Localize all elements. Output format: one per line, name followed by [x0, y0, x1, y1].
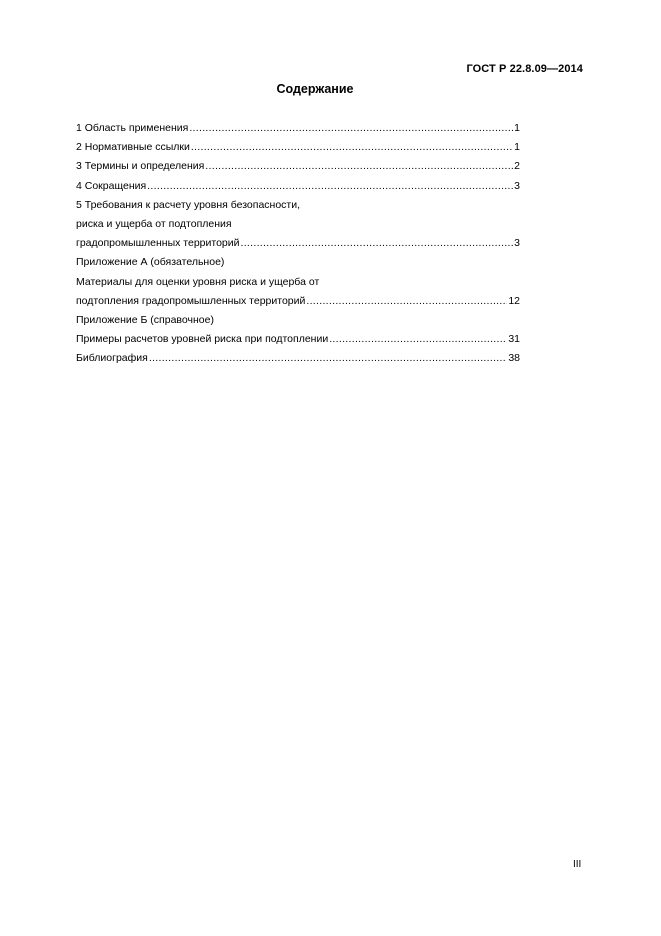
toc-entry-terms[interactable]: [76, 157, 520, 176]
toc-entry-text: 5 Требования к расчету уровня безопасности,: [76, 198, 301, 211]
toc-entry-normative-references[interactable]: [76, 138, 520, 157]
toc-entry-page: 31: [508, 333, 520, 346]
toc-leader-dots: [191, 138, 513, 157]
toc-entry-page: 3: [514, 179, 520, 192]
toc-title: Содержание: [276, 82, 354, 96]
toc-entry-abbreviations[interactable]: [76, 177, 520, 196]
toc-entry-requirements-line-1[interactable]: [76, 196, 520, 215]
toc-entry-page: 1: [514, 122, 520, 134]
toc-entry-text: подтопления градопромышленных территорий: [76, 294, 306, 307]
toc-leader-dots: [189, 119, 513, 138]
toc-entry-text: Приложение А (обязательное): [76, 256, 225, 269]
toc-entry-text: 4 Сокращения: [76, 179, 147, 192]
page-number: III: [573, 859, 582, 870]
toc-entry-text: риска и ущерба от подтопления: [76, 217, 232, 230]
toc-entry-page: 3: [514, 237, 520, 250]
toc-entry-page: 2: [514, 160, 520, 173]
toc-entry-appendix-a-heading[interactable]: [76, 253, 520, 272]
toc-entry-appendix-a-line-2[interactable]: [76, 292, 520, 311]
toc-entry-text: Библиография: [76, 352, 148, 365]
toc-entry-page: 1: [514, 141, 520, 154]
toc-entry-text: Материалы для оценки уровня риска и ущерба от: [76, 275, 320, 288]
toc-entry-text: 1 Область применения: [76, 122, 189, 134]
toc-entry-appendix-b-heading[interactable]: [76, 311, 520, 330]
toc-leader-dots: [149, 349, 507, 368]
toc-entry-text: Приложение Б (справочное): [76, 313, 214, 326]
toc-leader-dots: [205, 157, 513, 176]
toc-leader-dots: [306, 292, 507, 311]
toc-entry-requirements-line-3[interactable]: [76, 234, 520, 253]
document-code: ГОСТ Р 22.8.09—2014: [466, 63, 583, 75]
toc-entry-appendix-a-line-1[interactable]: [76, 273, 520, 292]
toc-entry-requirements-line-2[interactable]: [76, 215, 520, 234]
table-of-contents: [76, 119, 520, 368]
toc-leader-dots: [147, 177, 513, 196]
toc-leader-dots: [329, 330, 507, 349]
toc-entry-bibliography[interactable]: [76, 349, 520, 368]
toc-entry-scope[interactable]: [76, 119, 520, 138]
toc-entry-page: 12: [508, 294, 520, 307]
toc-entry-appendix-b-line-1[interactable]: [76, 330, 520, 349]
toc-entry-text: 2 Нормативные ссылки: [76, 141, 190, 154]
toc-entry-text: Примеры расчетов уровней риска при подтоплении: [76, 333, 329, 346]
toc-leader-dots: [240, 234, 513, 253]
toc-entry-text: градопромышленных территорий: [76, 237, 240, 250]
toc-entry-page: 38: [508, 352, 520, 365]
toc-entry-text: 3 Термины и определения: [76, 160, 205, 173]
